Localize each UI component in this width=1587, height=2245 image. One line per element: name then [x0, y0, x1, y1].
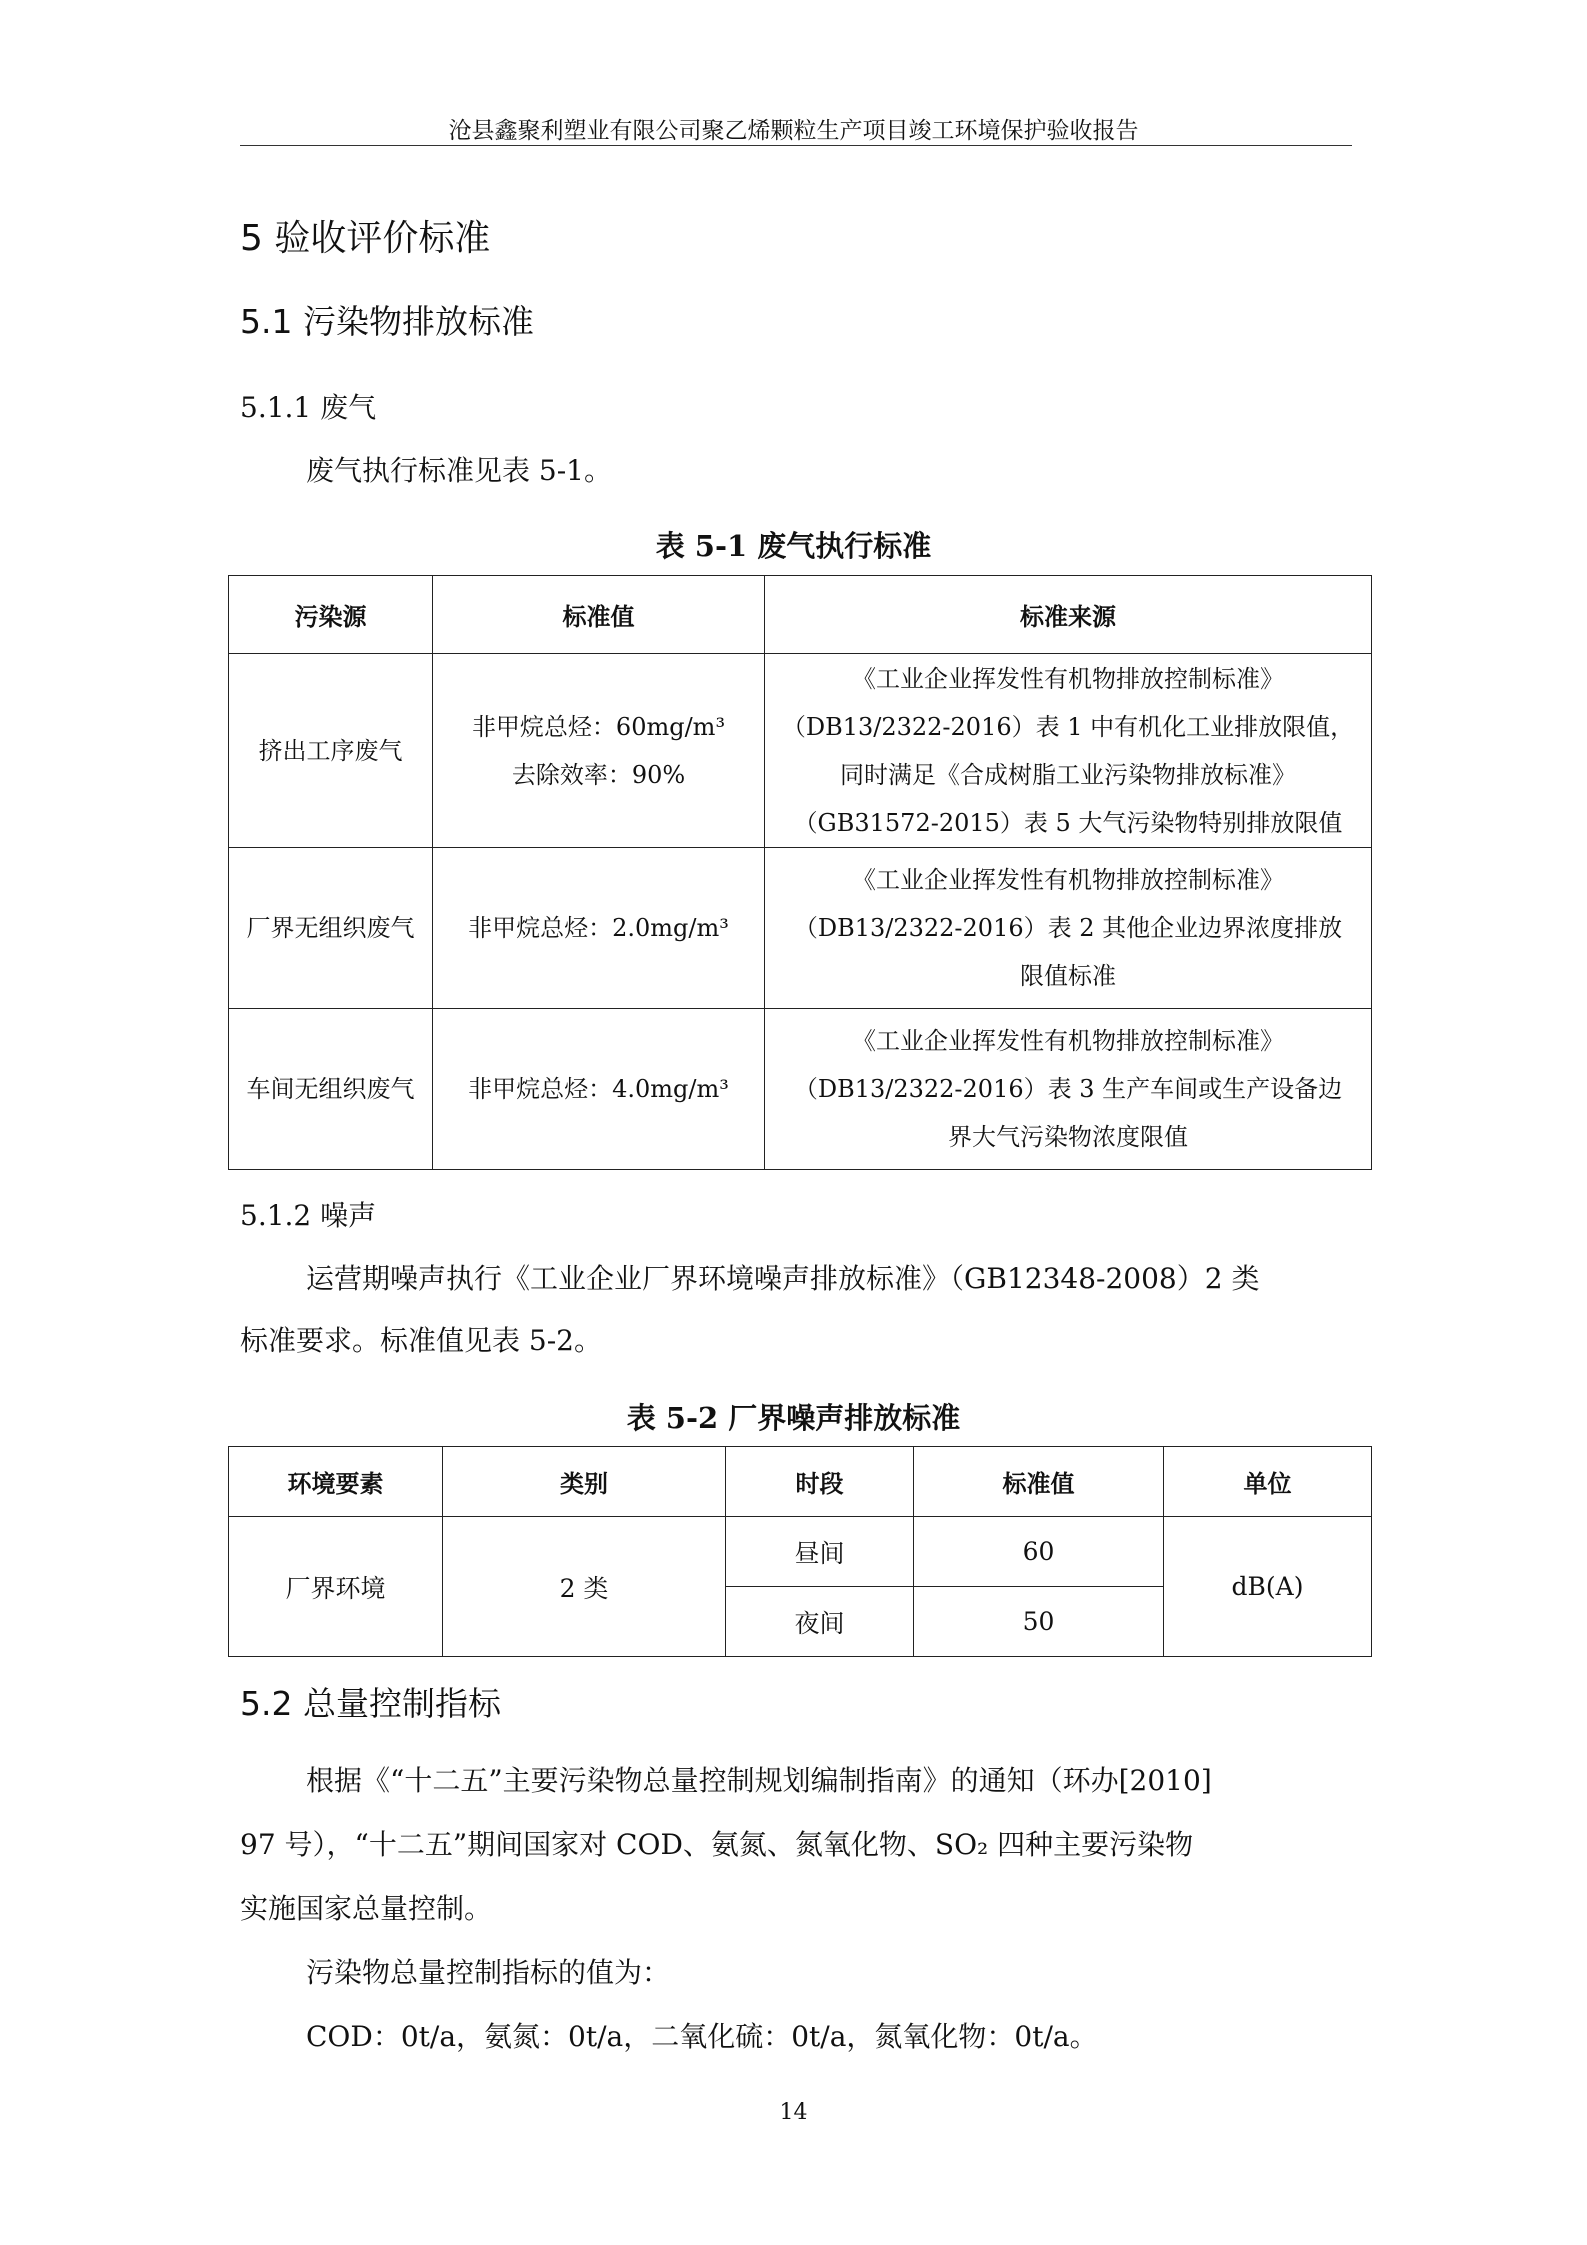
header-standard-value: 标准值 [433, 576, 765, 654]
header-category: 类别 [443, 1447, 726, 1517]
standard-line: 界大气污染物浓度限值 [948, 1123, 1188, 1151]
running-header: 沧县鑫聚利塑业有限公司聚乙烯颗粒生产项目竣工环境保护验收报告 [448, 118, 1139, 144]
row-value [433, 848, 765, 1009]
value-line: 非甲烷总烃：4.0mg/m³ [468, 1075, 729, 1103]
standard-line: （DB13/2322-2016）表 3 生产车间或生产设备边 [793, 1075, 1343, 1103]
table-5-1-caption: 表 5-1 废气执行标准 [655, 529, 932, 563]
cell-element: 厂界环境 [229, 1517, 443, 1657]
row-standard [765, 848, 1372, 1009]
table-row [229, 1009, 1372, 1170]
row-value [433, 1009, 765, 1170]
standard-line: 《工业企业挥发性有机物排放控制标准》 [852, 866, 1284, 894]
header-element: 环境要素 [229, 1447, 443, 1517]
header-standard-source: 标准来源 [765, 576, 1372, 654]
standard-line: （DB13/2322-2016）表 1 中有机化工业排放限值， [781, 712, 1355, 741]
quota-paragraph-line-2: 97 号），“十二五”期间国家对 COD、氨氮、氮氧化物、SO₂ 四种主要污染物 [240, 1828, 1194, 1861]
table-5-2-caption: 表 5-2 厂界噪声排放标准 [626, 1401, 961, 1435]
standard-line: （DB13/2322-2016）表 2 其他企业边界浓度排放 [793, 914, 1343, 942]
noise-standard-table [228, 1446, 1372, 1657]
row-source: 挤出工序废气 [229, 654, 433, 848]
quota-values: COD：0t/a，氨氮：0t/a，二氧化硫：0t/a，氮氧化物：0t/a。 [306, 2020, 1098, 2053]
row-source: 厂界无组织废气 [229, 848, 433, 1009]
header-period: 时段 [726, 1447, 914, 1517]
section-5-2-title: 5.2 总量控制指标 [240, 1684, 501, 1723]
noise-paragraph-line-2: 标准要求。标准值见表 5-2。 [240, 1324, 602, 1357]
subsection-5-1-1-title: 5.1.1 废气 [240, 391, 377, 424]
waste-gas-paragraph: 废气执行标准见表 5-1。 [306, 454, 612, 487]
header-pollution-source: 污染源 [229, 576, 433, 654]
standard-line: 《工业企业挥发性有机物排放控制标准》 [852, 664, 1284, 693]
value-line: 非甲烷总烃：60mg/m³ [471, 712, 726, 741]
cell-unit: dB(A) [1164, 1517, 1372, 1657]
section-5-1-title: 5.1 污染物排放标准 [240, 302, 534, 341]
cell-period: 夜间 [726, 1587, 914, 1657]
row-value [433, 654, 765, 848]
standard-line: 限值标准 [1020, 962, 1116, 990]
table-header-row [229, 1447, 1372, 1517]
subsection-5-1-2-title: 5.1.2 噪声 [240, 1199, 377, 1232]
row-standard [765, 1009, 1372, 1170]
table-row [229, 848, 1372, 1009]
cell-value: 50 [914, 1587, 1164, 1657]
table-row [229, 1517, 1372, 1587]
standard-line: 同时满足《合成树脂工业污染物排放标准》 [840, 760, 1296, 789]
row-standard [765, 654, 1372, 848]
waste-gas-standard-table [228, 575, 1372, 1170]
standard-line: 《工业企业挥发性有机物排放控制标准》 [852, 1027, 1284, 1055]
cell-value: 60 [914, 1517, 1164, 1587]
page-number: 14 [779, 2100, 808, 2125]
value-line: 非甲烷总烃：2.0mg/m³ [468, 914, 729, 942]
row-source: 车间无组织废气 [229, 1009, 433, 1170]
quota-paragraph-line-1: 根据《“十二五”主要污染物总量控制规划编制指南》的通知（环办[2010] [306, 1764, 1212, 1797]
quota-intro: 污染物总量控制指标的值为： [306, 1956, 671, 1989]
noise-paragraph-line-1: 运营期噪声执行《工业企业厂界环境噪声排放标准》（GB12348-2008）2 类 [306, 1262, 1260, 1295]
table-row [229, 654, 1372, 848]
header-rule [240, 145, 1352, 146]
table-header-row [229, 576, 1372, 654]
cell-period: 昼间 [726, 1517, 914, 1587]
standard-line: （GB31572-2015）表 5 大气污染物特别排放限值 [793, 808, 1343, 837]
quota-paragraph-line-3: 实施国家总量控制。 [240, 1892, 493, 1925]
header-unit: 单位 [1164, 1447, 1372, 1517]
section-5-title: 5 验收评价标准 [240, 218, 491, 259]
header-standard-value: 标准值 [914, 1447, 1164, 1517]
cell-category: 2 类 [443, 1517, 726, 1657]
value-line: 去除效率：90% [511, 760, 686, 789]
